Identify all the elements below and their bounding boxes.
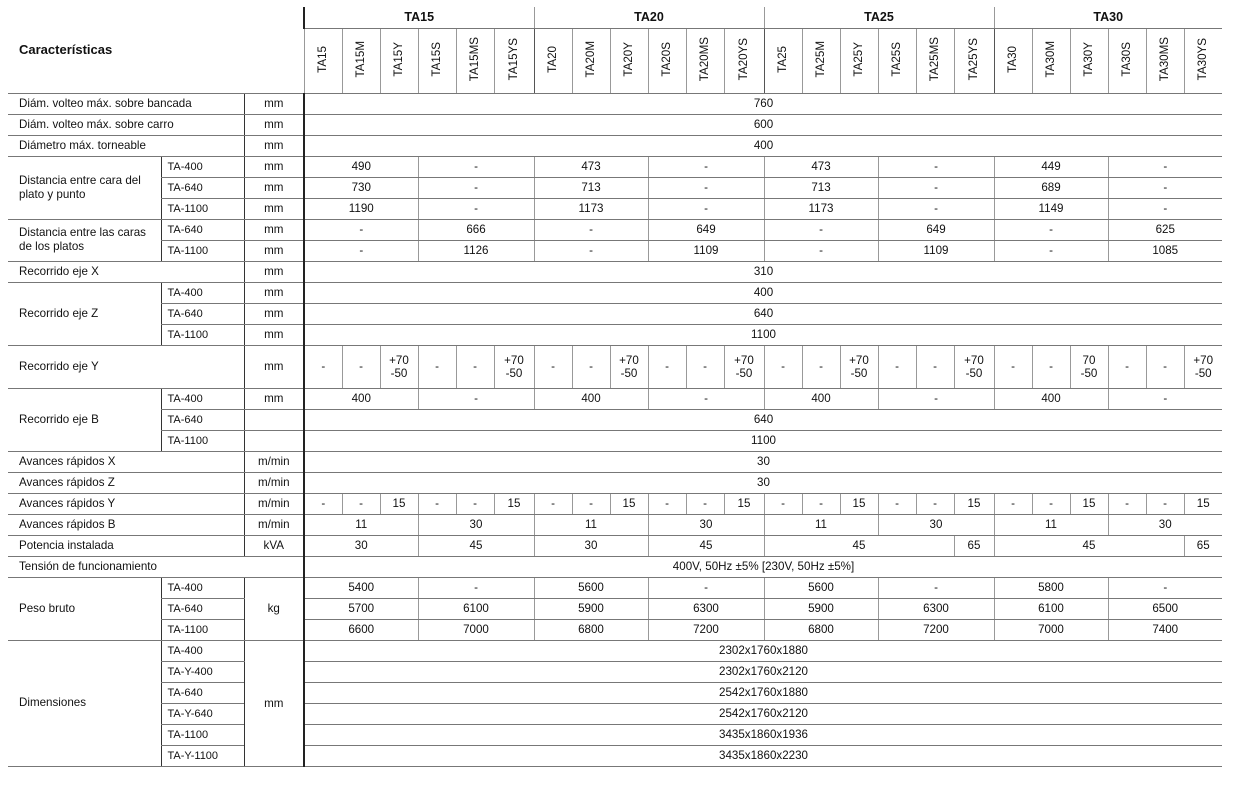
row-label: Diámetro máx. torneable <box>8 135 244 156</box>
cell: 6600 <box>304 619 418 640</box>
row-label: Avances rápidos Y <box>8 493 244 514</box>
cell-line: - <box>1125 360 1129 373</box>
row-sublabel: TA-400 <box>161 156 244 177</box>
cell: - <box>764 219 878 240</box>
cell <box>534 345 572 388</box>
row-value: 640 <box>304 303 1222 324</box>
model-header: TA25YS <box>954 28 994 93</box>
model-header: TA20YS <box>724 28 764 93</box>
group-header-ta15: TA15 <box>304 7 534 28</box>
cell: - <box>304 493 342 514</box>
cell <box>648 345 686 388</box>
cell: 6800 <box>534 619 648 640</box>
row-label: Potencia instalada <box>8 535 244 556</box>
row-unit: mm <box>244 261 304 282</box>
cell: 30 <box>648 514 764 535</box>
row-unit: mm <box>244 324 304 345</box>
row-label: Distancia entre cara del plato y punto <box>8 156 161 219</box>
group-header-ta20: TA20 <box>534 7 764 28</box>
cell: - <box>1032 493 1070 514</box>
row-unit: mm <box>244 135 304 156</box>
cell <box>572 345 610 388</box>
row-label: Avances rápidos X <box>8 451 244 472</box>
cell: 5900 <box>534 598 648 619</box>
cell-line: - <box>589 360 593 373</box>
row-sublabel: TA-Y-640 <box>161 703 244 724</box>
cell: 15 <box>380 493 418 514</box>
model-header: TA25S <box>878 28 916 93</box>
model-header: TA20S <box>648 28 686 93</box>
cell <box>1184 345 1222 388</box>
cell: 7000 <box>418 619 534 640</box>
row-value: 600 <box>304 114 1222 135</box>
cell-line: - <box>1011 360 1015 373</box>
row-value: 760 <box>304 93 1222 114</box>
cell: - <box>304 219 418 240</box>
cell: 15 <box>954 493 994 514</box>
cell: 5700 <box>304 598 418 619</box>
cell: 30 <box>1108 514 1222 535</box>
row-label: Peso bruto <box>8 577 161 640</box>
cell: 5900 <box>764 598 878 619</box>
cell: 15 <box>494 493 534 514</box>
row-value: 310 <box>304 261 1222 282</box>
model-header: TA15 <box>304 28 342 93</box>
cell: 625 <box>1108 219 1222 240</box>
table-title: Características <box>8 7 304 93</box>
model-header: TA30S <box>1108 28 1146 93</box>
cell: 1109 <box>878 240 994 261</box>
cell: - <box>648 388 764 409</box>
cell <box>494 345 534 388</box>
cell: - <box>418 577 534 598</box>
row-unit: mm <box>244 156 304 177</box>
cell: - <box>1108 493 1146 514</box>
row-unit <box>244 430 304 451</box>
cell <box>802 345 840 388</box>
cell: 473 <box>534 156 648 177</box>
cell: - <box>802 493 840 514</box>
row-label: Recorrido eje B <box>8 388 161 451</box>
cell: - <box>994 240 1108 261</box>
cell: - <box>418 493 456 514</box>
row-sublabel: TA-400 <box>161 640 244 661</box>
row-sublabel: TA-400 <box>161 388 244 409</box>
cell: - <box>1108 156 1222 177</box>
row-value: 2542x1760x2120 <box>304 703 1222 724</box>
model-header: TA25 <box>764 28 802 93</box>
cell: 400 <box>534 388 648 409</box>
cell: - <box>418 198 534 219</box>
cell: 15 <box>610 493 648 514</box>
specs-table <box>8 7 1222 767</box>
cell-line: - <box>321 360 326 373</box>
model-header: TA30MS <box>1146 28 1184 93</box>
cell: 11 <box>994 514 1108 535</box>
row-sublabel: TA-1100 <box>161 240 244 261</box>
row-value: 1100 <box>304 324 1222 345</box>
row-unit: m/min <box>244 493 304 514</box>
model-header: TA20 <box>534 28 572 93</box>
cell: - <box>994 219 1108 240</box>
row-sublabel: TA-640 <box>161 177 244 198</box>
row-unit: mm <box>244 93 304 114</box>
cell <box>418 345 456 388</box>
cell-line: - <box>703 360 707 373</box>
cell: 30 <box>304 535 418 556</box>
row-sublabel: TA-640 <box>161 219 244 240</box>
cell <box>916 345 954 388</box>
cell <box>878 345 916 388</box>
cell: 730 <box>304 177 418 198</box>
row-value: 2302x1760x2120 <box>304 661 1222 682</box>
cell-line: +70 <box>734 353 754 367</box>
cell-line: -50 <box>965 366 983 380</box>
cell: 1126 <box>418 240 534 261</box>
cell: - <box>878 156 994 177</box>
row-unit: kVA <box>244 535 304 556</box>
cell: 15 <box>840 493 878 514</box>
cell: 7200 <box>648 619 764 640</box>
row-unit: mm <box>244 303 304 324</box>
cell-line: - <box>895 360 899 373</box>
cell: - <box>686 493 724 514</box>
cell-line: +70 <box>964 353 984 367</box>
cell: 45 <box>764 535 954 556</box>
row-sublabel: TA-640 <box>161 598 244 619</box>
cell <box>954 345 994 388</box>
model-header: TA30Y <box>1070 28 1108 93</box>
cell-line: -50 <box>620 366 638 380</box>
cell-line: - <box>473 360 477 373</box>
cell-line: - <box>665 360 669 373</box>
cell: - <box>764 240 878 261</box>
cell: - <box>916 493 954 514</box>
row-label: Dimensiones <box>8 640 161 766</box>
cell: 1109 <box>648 240 764 261</box>
cell-line: -50 <box>1080 366 1098 380</box>
row-unit: mm <box>244 240 304 261</box>
cell: - <box>648 577 764 598</box>
row-sublabel: TA-640 <box>161 303 244 324</box>
row-unit: mm <box>244 114 304 135</box>
row-unit: mm <box>244 219 304 240</box>
cell: 45 <box>418 535 534 556</box>
cell: 5600 <box>764 577 878 598</box>
cell-line: +70 <box>619 353 639 367</box>
model-header: TA25Y <box>840 28 878 93</box>
cell: 11 <box>304 514 418 535</box>
cell-line: +70 <box>1193 353 1214 367</box>
cell: 400 <box>764 388 878 409</box>
cell <box>1108 345 1146 388</box>
row-unit: m/min <box>244 472 304 493</box>
row-sublabel: TA-1100 <box>161 198 244 219</box>
cell <box>764 345 802 388</box>
row-label: Recorrido eje Y <box>8 345 244 388</box>
cell: - <box>878 493 916 514</box>
cell <box>304 345 342 388</box>
cell-line: -50 <box>390 366 408 380</box>
cell: 6500 <box>1108 598 1222 619</box>
model-header: TA20M <box>572 28 610 93</box>
cell: - <box>456 493 494 514</box>
cell <box>610 345 648 388</box>
cell-line: - <box>1049 360 1053 373</box>
cell: 649 <box>648 219 764 240</box>
cell <box>686 345 724 388</box>
cell: - <box>1108 198 1222 219</box>
row-unit: mm <box>244 177 304 198</box>
cell: 400 <box>994 388 1108 409</box>
cell: 6300 <box>648 598 764 619</box>
model-header: TA15S <box>418 28 456 93</box>
row-unit: mm <box>244 198 304 219</box>
row-sublabel: TA-Y-1100 <box>161 745 244 766</box>
row-value: 400 <box>304 135 1222 156</box>
model-header: TA30YS <box>1184 28 1222 93</box>
cell: 666 <box>418 219 534 240</box>
cell: - <box>1146 493 1184 514</box>
cell-line: +70 <box>849 353 869 367</box>
row-value: 30 <box>304 472 1222 493</box>
cell: - <box>878 177 994 198</box>
cell: 1173 <box>764 198 878 219</box>
cell: 30 <box>878 514 994 535</box>
row-sublabel: TA-400 <box>161 282 244 303</box>
cell: 30 <box>534 535 648 556</box>
cell: 1173 <box>534 198 648 219</box>
cell: 7400 <box>1108 619 1222 640</box>
cell: 11 <box>764 514 878 535</box>
cell: - <box>534 219 648 240</box>
row-value: 400V, 50Hz ±5% [230V, 50Hz ±5%] <box>304 556 1222 577</box>
cell: 11 <box>534 514 648 535</box>
cell-line: -50 <box>850 366 868 380</box>
cell-line: +70 <box>504 353 524 367</box>
model-header: TA15M <box>342 28 380 93</box>
cell: 473 <box>764 156 878 177</box>
row-label: Avances rápidos B <box>8 514 244 535</box>
row-unit: kg <box>244 577 304 640</box>
cell: - <box>994 493 1032 514</box>
cell <box>456 345 494 388</box>
row-unit: m/min <box>244 451 304 472</box>
row-sublabel: TA-1100 <box>161 324 244 345</box>
cell: 45 <box>994 535 1184 556</box>
cell-line: 70 <box>1082 353 1096 367</box>
row-unit <box>244 409 304 430</box>
model-header: TA20MS <box>686 28 724 93</box>
row-unit: mm <box>244 282 304 303</box>
group-header-ta30: TA30 <box>994 7 1222 28</box>
row-unit: m/min <box>244 514 304 535</box>
cell: - <box>648 198 764 219</box>
row-sublabel: TA-640 <box>161 682 244 703</box>
row-value: 2542x1760x1880 <box>304 682 1222 703</box>
cell-line: -50 <box>1194 366 1212 380</box>
cell: - <box>572 493 610 514</box>
group-header-ta25: TA25 <box>764 7 994 28</box>
row-label: Distancia entre las caras de los platos <box>8 219 161 261</box>
cell: - <box>1108 577 1222 598</box>
row-value: 640 <box>304 409 1222 430</box>
cell: 6100 <box>994 598 1108 619</box>
cell <box>724 345 764 388</box>
row-value: 3435x1860x1936 <box>304 724 1222 745</box>
cell-line: - <box>933 360 937 373</box>
cell: 1149 <box>994 198 1108 219</box>
cell: - <box>878 388 994 409</box>
cell: - <box>878 577 994 598</box>
row-label: Recorrido eje Z <box>8 282 161 345</box>
cell: 649 <box>878 219 994 240</box>
model-header: TA30 <box>994 28 1032 93</box>
cell <box>994 345 1032 388</box>
model-header: TA15YS <box>494 28 534 93</box>
cell: 490 <box>304 156 418 177</box>
model-header: TA25MS <box>916 28 954 93</box>
cell: 7000 <box>994 619 1108 640</box>
cell: 1190 <box>304 198 418 219</box>
cell: 5400 <box>304 577 418 598</box>
cell: 15 <box>724 493 764 514</box>
cell: - <box>648 156 764 177</box>
model-header: TA25M <box>802 28 840 93</box>
row-label: Diám. volteo máx. sobre carro <box>8 114 244 135</box>
model-header: TA15Y <box>380 28 418 93</box>
cell: 7200 <box>878 619 994 640</box>
cell: 6100 <box>418 598 534 619</box>
cell <box>1146 345 1184 388</box>
model-header: TA15MS <box>456 28 494 93</box>
row-unit: mm <box>244 388 304 409</box>
cell: - <box>1108 177 1222 198</box>
cell: - <box>1108 388 1222 409</box>
cell-line: -50 <box>505 366 523 380</box>
cell: 65 <box>1184 535 1222 556</box>
cell: - <box>534 493 572 514</box>
cell: 449 <box>994 156 1108 177</box>
cell: - <box>418 156 534 177</box>
cell: 30 <box>418 514 534 535</box>
cell: - <box>648 177 764 198</box>
cell <box>1032 345 1070 388</box>
row-sublabel: TA-1100 <box>161 724 244 745</box>
cell-line: - <box>1163 360 1167 373</box>
cell: 689 <box>994 177 1108 198</box>
cell-line: - <box>551 360 555 373</box>
row-unit: mm <box>244 345 304 388</box>
cell <box>1070 345 1108 388</box>
cell <box>342 345 380 388</box>
row-label: Avances rápidos Z <box>8 472 244 493</box>
cell: - <box>764 493 802 514</box>
cell: 713 <box>534 177 648 198</box>
cell: 713 <box>764 177 878 198</box>
row-label: Tensión de funcionamiento <box>8 556 304 577</box>
cell-line: - <box>435 360 439 373</box>
row-sublabel: TA-1100 <box>161 619 244 640</box>
cell-line: - <box>819 360 823 373</box>
cell-line: - <box>359 360 363 373</box>
row-label: Diám. volteo máx. sobre bancada <box>8 93 244 114</box>
cell: 15 <box>1184 493 1222 514</box>
cell: 1085 <box>1108 240 1222 261</box>
cell: 65 <box>954 535 994 556</box>
cell: 5800 <box>994 577 1108 598</box>
row-label: Recorrido eje X <box>8 261 244 282</box>
cell: - <box>342 493 380 514</box>
row-sublabel: TA-1100 <box>161 430 244 451</box>
row-value: 30 <box>304 451 1222 472</box>
cell-line: +70 <box>389 353 409 367</box>
cell: 6300 <box>878 598 994 619</box>
row-sublabel: TA-400 <box>161 577 244 598</box>
cell: - <box>648 493 686 514</box>
row-value: 3435x1860x2230 <box>304 745 1222 766</box>
cell <box>380 345 418 388</box>
cell <box>840 345 878 388</box>
cell: - <box>418 388 534 409</box>
row-sublabel: TA-Y-400 <box>161 661 244 682</box>
cell: - <box>304 240 418 261</box>
cell: 45 <box>648 535 764 556</box>
cell: 15 <box>1070 493 1108 514</box>
model-header: TA20Y <box>610 28 648 93</box>
cell: - <box>534 240 648 261</box>
row-value: 1100 <box>304 430 1222 451</box>
row-sublabel: TA-640 <box>161 409 244 430</box>
cell: - <box>878 198 994 219</box>
row-value: 400 <box>304 282 1222 303</box>
model-header: TA30M <box>1032 28 1070 93</box>
cell-line: -50 <box>735 366 753 380</box>
row-unit: mm <box>244 640 304 766</box>
cell: 5600 <box>534 577 648 598</box>
cell-line: - <box>781 360 785 373</box>
cell: 6800 <box>764 619 878 640</box>
cell: 400 <box>304 388 418 409</box>
cell: - <box>418 177 534 198</box>
row-value: 2302x1760x1880 <box>304 640 1222 661</box>
